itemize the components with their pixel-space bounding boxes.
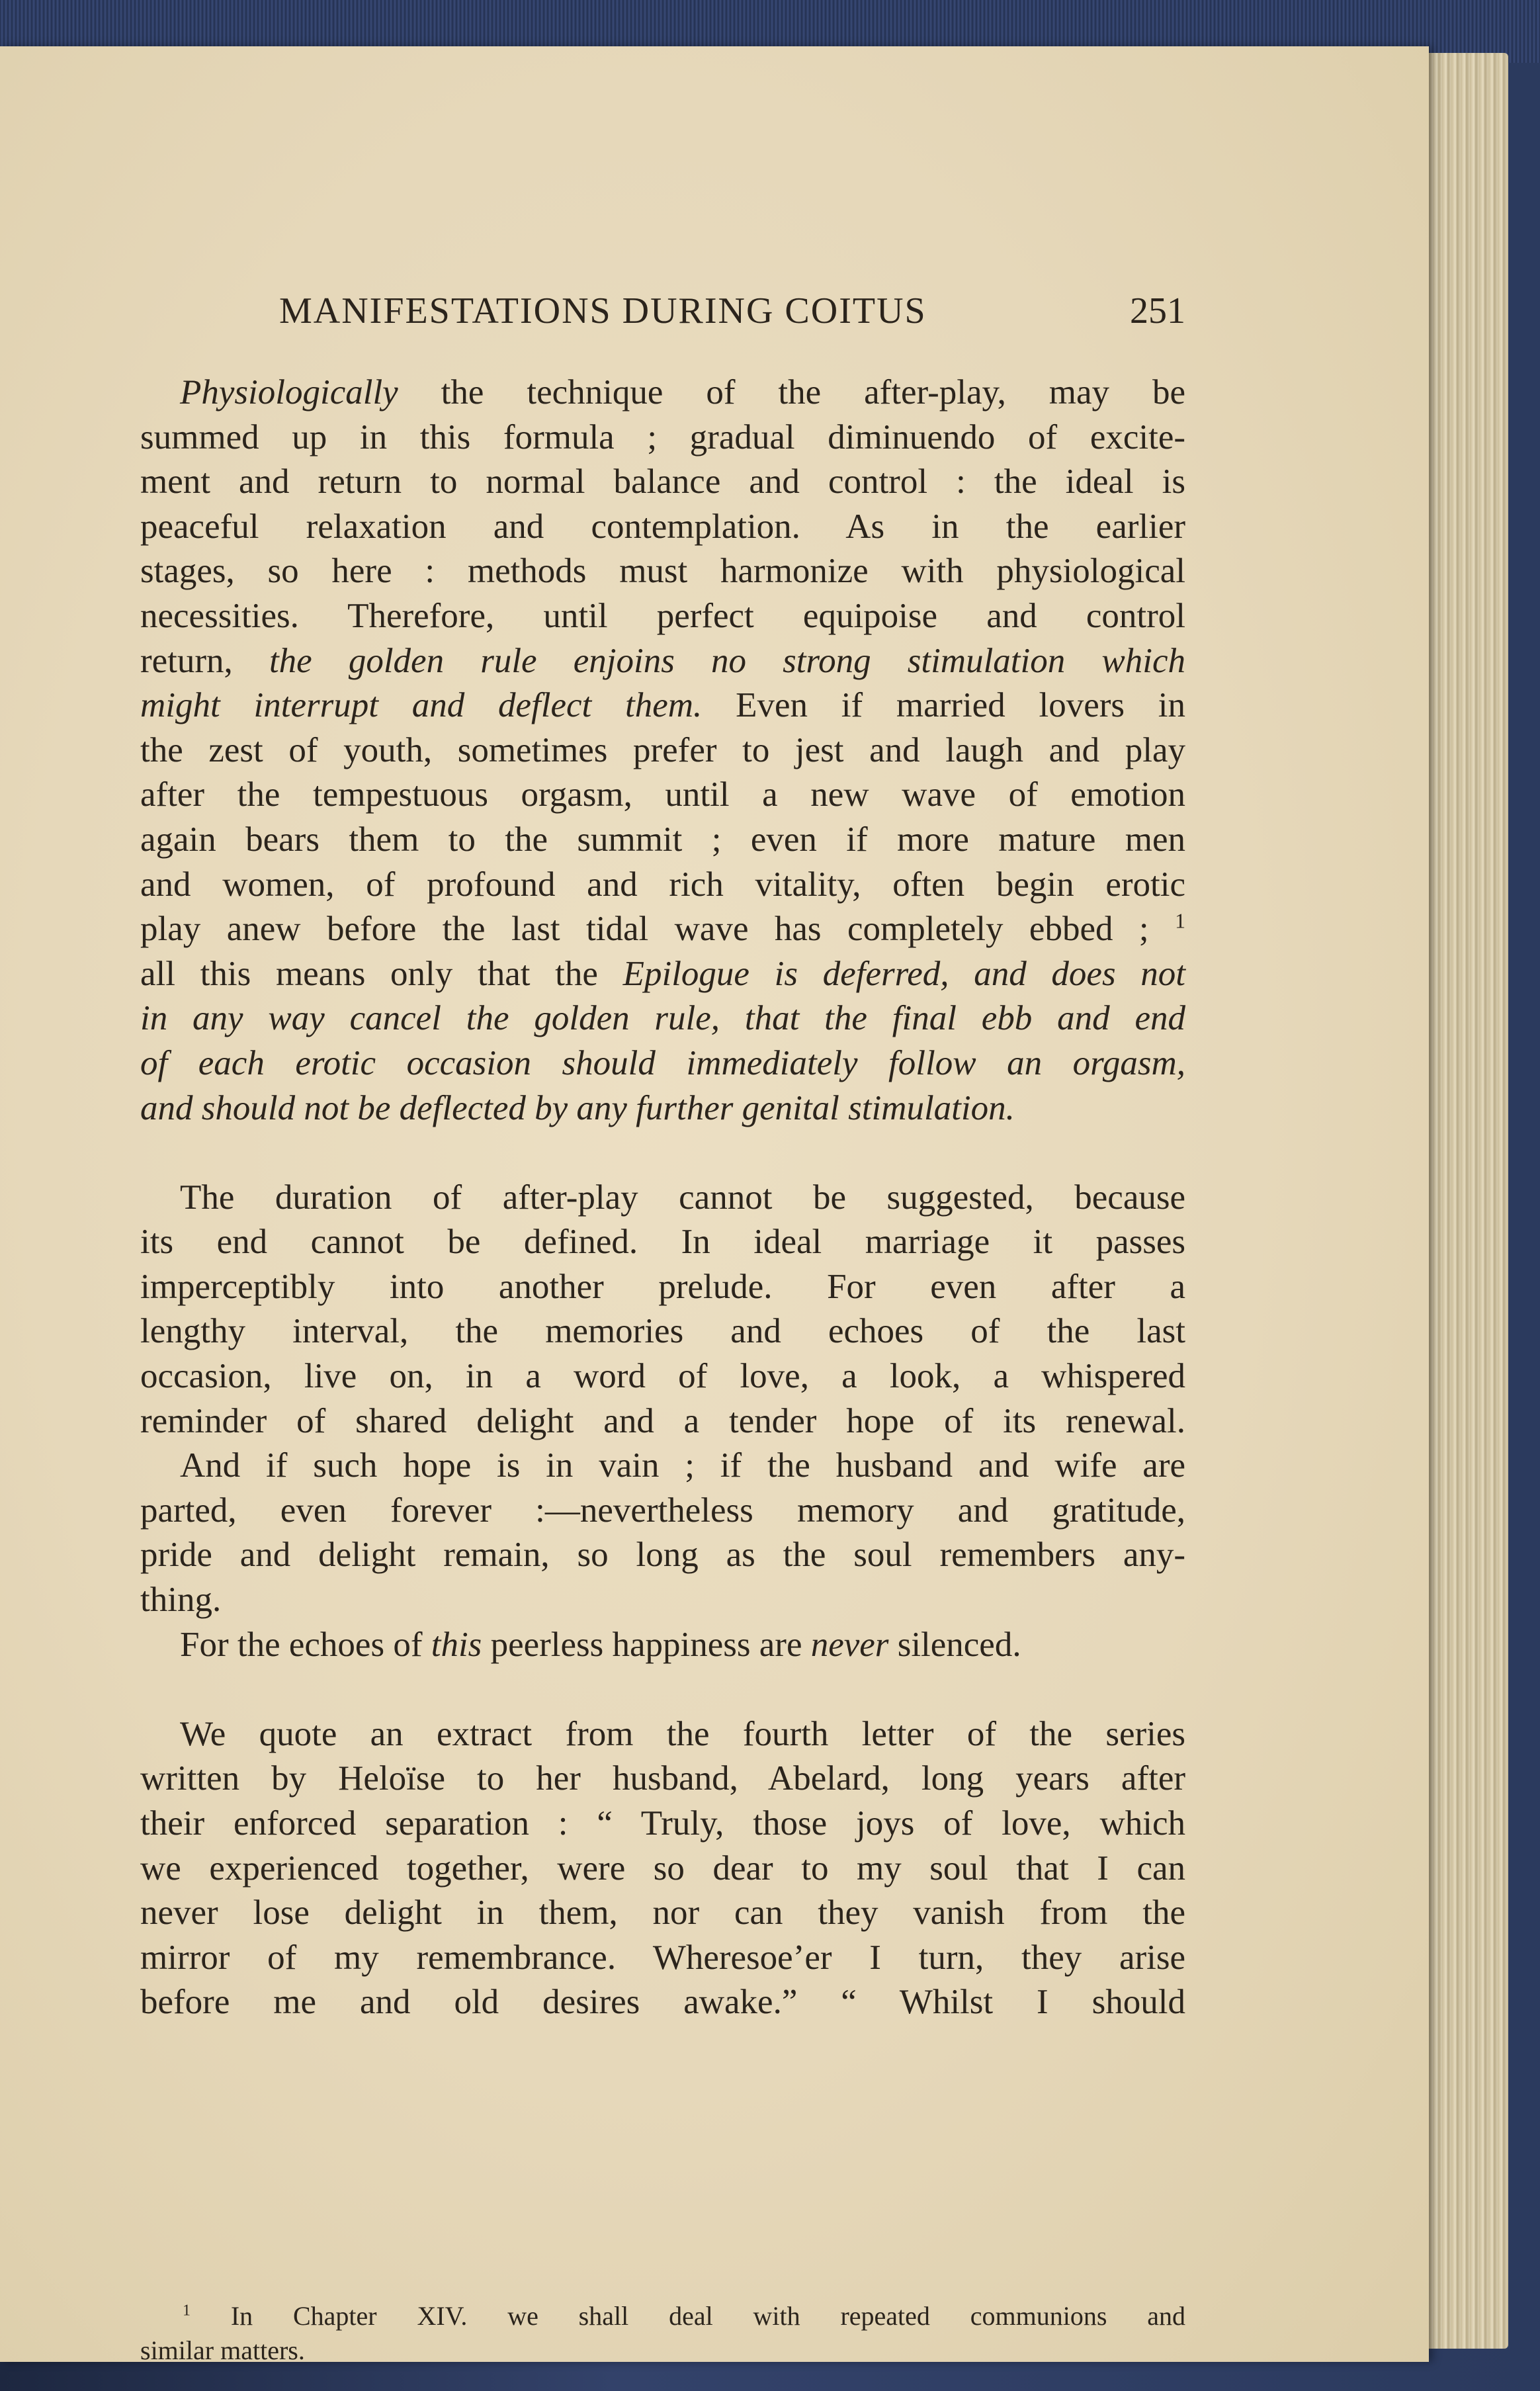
page-number: 251: [1130, 290, 1185, 331]
text: play anew before the last tidal wave has completely ebbed ;: [140, 910, 1176, 949]
text-line: reminder of shared delight and a tender hope of its renewal.: [140, 1401, 1185, 1440]
text: Even if married lovers in: [702, 686, 1185, 725]
text-line: And if such hope is in vain ; if the husband and wife are: [180, 1446, 1185, 1485]
paragraph-gap: [140, 1131, 1185, 1176]
text-line: the zest of youth, sometimes prefer to jest and laugh and play: [140, 730, 1185, 769]
text-line: their enforced separation : “ Truly, those joys of love, which: [140, 1804, 1185, 1843]
text-line: in any way cancel the golden rule, that the final ebb and end: [140, 999, 1185, 1038]
text-line: imperceptibly into another prelude. For even after a: [140, 1267, 1185, 1306]
text-line: occasion, live on, in a word of love, a look, a whispered: [140, 1357, 1185, 1396]
footnote-reference: 1: [1175, 909, 1185, 933]
text-line: and women, of profound and rich vitality, often begin erotic: [140, 865, 1185, 904]
text-line: The duration of after-play cannot be suggested, because: [180, 1178, 1185, 1217]
paragraph-gap: [140, 1667, 1185, 1712]
text-line: We quote an extract from the fourth letter of the series: [180, 1714, 1185, 1753]
italic-text: the golden rule enjoins no strong stimulation which: [269, 641, 1185, 680]
paragraph-after-play-technique: [140, 370, 1185, 1131]
text-line: mirror of my remembrance. Wheresoe’er I turn, they arise: [140, 1938, 1185, 1977]
text-line: ment and return to normal balance and control : the ideal is: [140, 462, 1185, 501]
text: peerless happiness are: [482, 1625, 811, 1664]
text-line: [140, 1623, 1185, 1668]
text-line: thing.: [140, 1581, 222, 1620]
text-line: of each erotic occasion should immediately follow an orgasm,: [140, 1043, 1185, 1082]
text: return,: [140, 641, 269, 680]
text-line: necessities. Therefore, until perfect equipoise and control: [140, 596, 1185, 635]
text-line: never lose delight in them, nor can they vanish from the: [140, 1893, 1185, 1933]
italic-text: never: [810, 1625, 889, 1664]
text: silenced.: [888, 1625, 1021, 1664]
text-line: its end cannot be defined. In ideal marriage it passes: [140, 1223, 1185, 1262]
text-line: lengthy interval, the memories and echoes of the last: [140, 1312, 1185, 1351]
text: In Chapter XIV. we shall deal with repeated communions and: [191, 2301, 1185, 2331]
text-line: stages, so here : methods must harmonize with physiological: [140, 552, 1185, 591]
text-line: written by Heloïse to her husband, Abelard, long years after: [140, 1759, 1185, 1798]
text-line: after the tempestuous orgasm, until a new wave of emotion: [140, 775, 1185, 814]
text: all this means only that the: [140, 954, 623, 993]
page-body: [140, 370, 1185, 2025]
running-title: MANIFESTATIONS DURING COITUS: [279, 290, 927, 331]
text-line: [140, 907, 1185, 952]
text-line: and should not be deflected by any further genital stimulation.: [140, 1088, 1015, 1127]
text-line: [140, 370, 1185, 415]
italic-text: might interrupt and deflect them.: [140, 686, 703, 725]
text-line: again bears them to the summit ; even if more mature men: [140, 820, 1185, 859]
italic-text: Epilogue is deferred, and does not: [622, 954, 1185, 993]
text-line: [140, 952, 1185, 997]
book-page: [0, 46, 1429, 2365]
text-line: pride and delight remain, so long as the soul remembers any-: [140, 1536, 1185, 1575]
text-line: before me and old desires awake.” “ Whilst I should: [140, 1983, 1185, 2022]
paragraph-duration: [140, 1176, 1185, 1444]
footnote: [140, 2299, 1185, 2368]
text: For the echoes of: [180, 1625, 431, 1664]
text-line: [140, 639, 1185, 684]
text-line: [140, 683, 1185, 728]
paragraph-echoes: [140, 1623, 1185, 1668]
italic-text: this: [431, 1625, 482, 1664]
paragraph-heloise-quote: [140, 1712, 1185, 2025]
text-line: peaceful relaxation and contemplation. As in the earlier: [140, 507, 1185, 546]
paragraph-hope: [140, 1444, 1185, 1622]
footnote-marker: 1: [183, 2302, 191, 2320]
footnote-line: [140, 2299, 1185, 2333]
text-line: we experienced together, were so dear to my soul that I can: [140, 1848, 1185, 1888]
text-line: parted, even forever :—nevertheless memory and gratitude,: [140, 1491, 1185, 1530]
text: the technique of the after-play, may be: [398, 373, 1185, 412]
text-line: summed up in this formula ; gradual diminuendo of excite-: [140, 417, 1185, 456]
running-head: [140, 284, 1185, 337]
italic-text: Physiologically: [180, 373, 398, 412]
footnote-line: similar matters.: [140, 2335, 305, 2365]
